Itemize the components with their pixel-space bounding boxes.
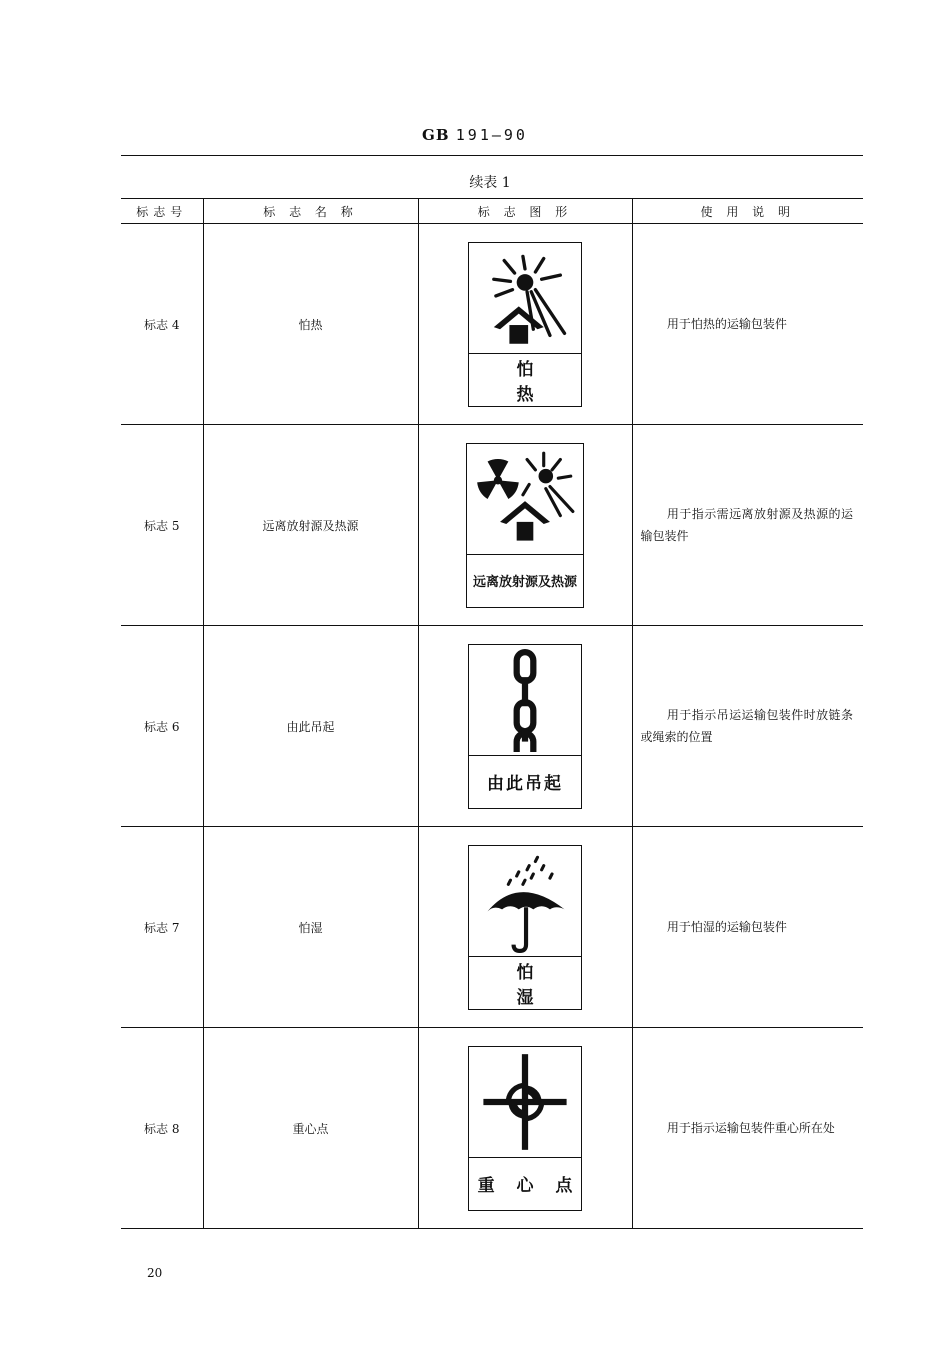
sign-label: 怕 热 <box>516 359 554 405</box>
sign-usage <box>632 425 863 626</box>
sign-label: 远离放射源及热源 <box>472 575 577 590</box>
table-header-row <box>121 199 863 224</box>
usage-text: 用于怕湿的运输包装件 <box>666 920 787 934</box>
sign-name: 由此吊起 <box>203 626 418 827</box>
table-row <box>121 1028 863 1229</box>
col-header-usage: 使 用 说 明 <box>632 199 863 224</box>
signs-table <box>121 198 863 1229</box>
page-number: 20 <box>147 1266 163 1280</box>
col-header-id: 标志号 <box>121 199 203 224</box>
standard-code: 191—90 <box>455 126 528 144</box>
sign-usage <box>632 827 863 1028</box>
sign-id: 标志 6 <box>121 626 203 827</box>
standard-header <box>0 126 950 144</box>
standard-prefix: GB <box>422 126 450 144</box>
header-rule <box>121 155 863 156</box>
col-header-name: 标 志 名 称 <box>203 199 418 224</box>
sign-sling-here <box>468 644 582 809</box>
sign-radiation-heat <box>466 443 584 608</box>
sign-id: 标志 4 <box>121 224 203 425</box>
sign-label: 重 心 点 <box>477 1176 581 1196</box>
sign-center-of-gravity <box>468 1046 582 1211</box>
sun-house-icon <box>473 246 577 350</box>
sign-label: 由此吊起 <box>487 774 563 794</box>
sign-symbol-cell <box>418 626 632 827</box>
chain-icon <box>473 648 577 752</box>
center-of-gravity-icon <box>473 1050 577 1154</box>
usage-text: 用于指示吊运运输包装件时放链条或绳索的位置 <box>640 708 853 744</box>
sign-symbol-cell <box>418 1028 632 1229</box>
sign-usage <box>632 224 863 425</box>
sign-id: 标志 5 <box>121 425 203 626</box>
col-header-symbol: 标 志 图 形 <box>418 199 632 224</box>
sign-name: 怕湿 <box>203 827 418 1028</box>
sign-label: 怕 湿 <box>516 962 554 1008</box>
sign-name: 怕热 <box>203 224 418 425</box>
sign-heat <box>468 242 582 407</box>
sign-id: 标志 7 <box>121 827 203 1028</box>
table-row <box>121 425 863 626</box>
table-caption: 续表 1 <box>469 175 511 191</box>
table-row <box>121 626 863 827</box>
sign-id: 标志 8 <box>121 1028 203 1229</box>
sign-usage <box>632 626 863 827</box>
sign-symbol-cell <box>418 224 632 425</box>
usage-text: 用于指示运输包装件重心所在处 <box>666 1121 835 1135</box>
usage-text: 用于怕热的运输包装件 <box>666 317 787 331</box>
table-row <box>121 827 863 1028</box>
usage-text: 用于指示需远离放射源及热源的运输包装件 <box>640 507 853 543</box>
sign-usage <box>632 1028 863 1229</box>
sign-name: 远离放射源及热源 <box>203 425 418 626</box>
sign-symbol-cell <box>418 425 632 626</box>
umbrella-rain-icon <box>473 849 577 953</box>
table-row <box>121 224 863 425</box>
radiation-sun-house-icon <box>473 447 577 551</box>
sign-name: 重心点 <box>203 1028 418 1229</box>
sign-symbol-cell <box>418 827 632 1028</box>
sign-keep-dry <box>468 845 582 1010</box>
